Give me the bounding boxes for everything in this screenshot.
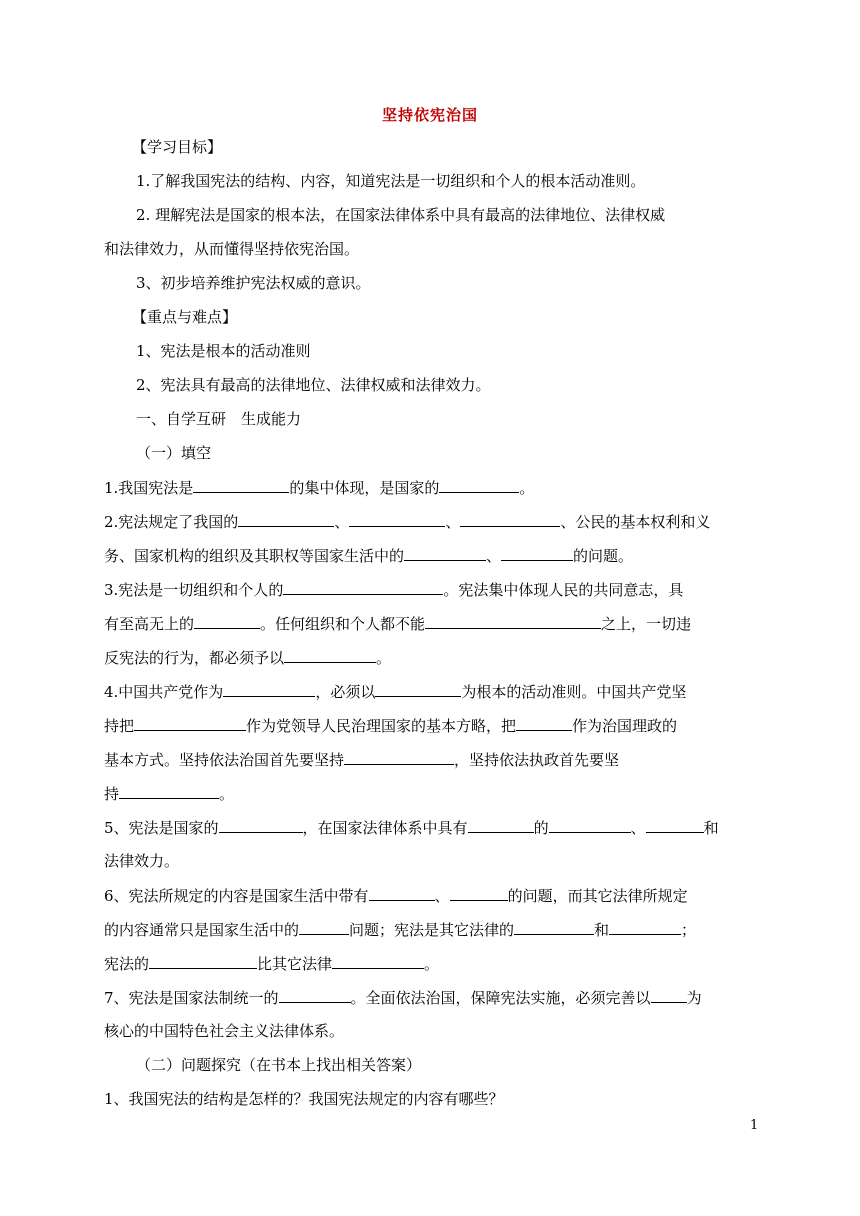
goal-2-line-1: 2. 理解宪法是国家的根本法，在国家法律体系中具有最高的法律地位、法律权威 [136, 206, 666, 224]
answer-blank[interactable] [194, 612, 260, 629]
question-6-line-2: 的内容通常只是国家生活中的 问题；宪法是其它法律的 和 ； [104, 918, 696, 941]
answer-blank[interactable] [501, 544, 573, 561]
answer-blank[interactable] [193, 476, 289, 493]
question-3-line-3: 反宪法的行为，都必须予以 。 [104, 646, 391, 669]
answer-blank[interactable] [349, 510, 445, 527]
answer-blank[interactable] [468, 816, 534, 833]
question-6-line-1: 6、宪法所规定的内容是国家生活中带有 、 的问题，而其它法律所规定 [104, 884, 688, 907]
inquiry-question-1: 1、我国宪法的结构是怎样的？我国宪法规定的内容有哪些？ [104, 1090, 504, 1108]
answer-blank[interactable] [223, 680, 315, 697]
question-4-line-3: 基本方式。坚持依法治国首先要坚持 ，坚持依法执政首先要坚 [104, 748, 619, 771]
answer-blank[interactable] [460, 510, 560, 527]
answer-blank[interactable] [238, 510, 334, 527]
answer-blank[interactable] [375, 680, 461, 697]
question-3-line-1: 3.宪法是一切组织和个人的 。宪法集中体现人民的共同意志，具 [104, 578, 683, 601]
question-6-line-3: 宪法的 比其它法律 。 [104, 952, 439, 975]
answer-blank[interactable] [425, 612, 601, 629]
question-2-line-1: 2.宪法规定了我国的 、 、 、公民的基本权利和义 [104, 510, 710, 533]
question-3-line-2: 有至高无上的 。任何组织和个人都不能 之上，一切违 [104, 612, 691, 635]
answer-blank[interactable] [516, 714, 572, 731]
answer-blank[interactable] [284, 646, 376, 663]
goal-1: 1.了解我国宪法的结构、内容，知道宪法是一切组织和个人的根本活动准则。 [136, 172, 646, 190]
answer-blank[interactable] [279, 986, 351, 1003]
section-1-heading: 一、自学互研 生成能力 [136, 410, 302, 428]
answer-blank[interactable] [283, 578, 443, 595]
question-5-line-1: 5、宪法是国家的 ，在国家法律体系中具有 的 、 和 [104, 816, 719, 839]
answer-blank[interactable] [404, 544, 486, 561]
answer-blank[interactable] [219, 816, 303, 833]
question-1: 1.我国宪法是 的集中体现，是国家的 。 [104, 476, 534, 499]
goal-3: 3、初步培养维护宪法权威的意识。 [136, 274, 371, 292]
answer-blank[interactable] [119, 782, 219, 799]
document-title: 坚持依宪治国 [381, 106, 478, 124]
page-number: 1 [750, 1118, 759, 1133]
subsection-inquiry: （二）问题探究（在书本上找出相关答案） [136, 1056, 422, 1074]
answer-blank[interactable] [344, 748, 454, 765]
answer-blank[interactable] [439, 476, 519, 493]
subsection-fill-blank: （一）填空 [136, 444, 212, 462]
goals-heading: 【学习目标】 [132, 138, 223, 156]
answer-blank[interactable] [450, 884, 508, 901]
key-heading: 【重点与难点】 [132, 308, 238, 326]
key-point-1: 1、宪法是根本的活动准则 [136, 342, 311, 360]
answer-blank[interactable] [651, 986, 687, 1003]
answer-blank[interactable] [134, 714, 246, 731]
question-4-line-4: 持 。 [104, 782, 234, 805]
answer-blank[interactable] [549, 816, 631, 833]
question-4-line-2: 持把 作为党领导人民治理国家的基本方略，把 作为治国理政的 [104, 714, 677, 737]
answer-blank[interactable] [369, 884, 435, 901]
goal-2-line-2: 和法律效力，从而懂得坚持依宪治国。 [104, 240, 360, 258]
answer-blank[interactable] [514, 918, 594, 935]
question-2-line-2: 务、国家机构的组织及其职权等国家生活中的 、 的问题。 [104, 544, 633, 567]
answer-blank[interactable] [609, 918, 681, 935]
key-point-2: 2、宪法具有最高的法律地位、法律权威和法律效力。 [136, 376, 491, 394]
question-4-line-1: 4.中国共产党作为 ，必须以 为根本的活动准则。中国共产党坚 [104, 680, 686, 703]
answer-blank[interactable] [149, 952, 257, 969]
question-5-line-2: 法律效力。 [104, 852, 180, 870]
answer-blank[interactable] [646, 816, 704, 833]
question-7-line-1: 7、宪法是国家法制统一的 。全面依法治国，保障宪法实施，必须完善以 为 [104, 986, 702, 1009]
answer-blank[interactable] [332, 952, 424, 969]
question-7-line-2: 核心的中国特色社会主义法律体系。 [104, 1022, 345, 1040]
answer-blank[interactable] [299, 918, 349, 935]
